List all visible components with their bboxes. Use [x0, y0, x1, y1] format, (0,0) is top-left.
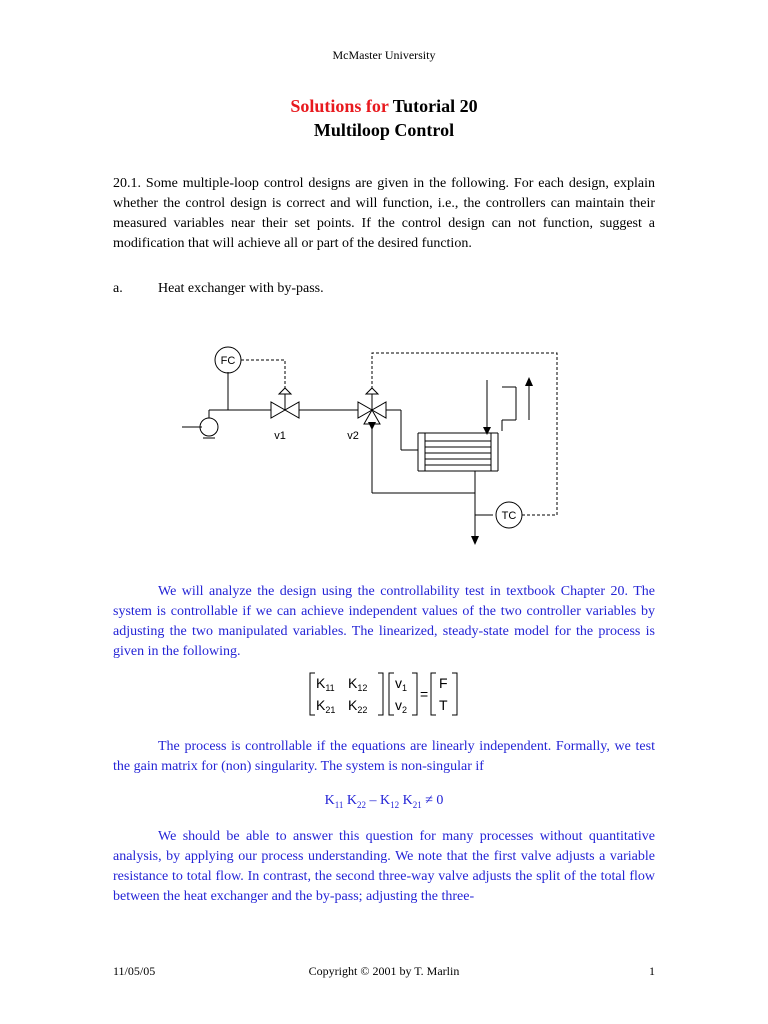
k11: K: [316, 675, 326, 691]
v1-sub: 1: [402, 683, 408, 693]
v1-label: v1: [274, 430, 286, 442]
svg-text:v1: [395, 675, 407, 693]
k12-sub: 12: [357, 683, 368, 693]
heat-exchanger-icon: [418, 433, 498, 471]
formula-k11: K: [324, 793, 335, 808]
k22: K: [348, 697, 358, 713]
formula-neq: ≠ 0: [421, 793, 444, 808]
intro-paragraph: [113, 174, 655, 254]
part-a-label: a.: [113, 281, 123, 296]
formula-k22-sub: 22: [356, 799, 366, 810]
v2-sub: 2: [402, 705, 408, 715]
analysis-paragraph-2: [113, 737, 655, 777]
title-main: Tutorial 20: [392, 96, 478, 116]
footer-copyright: Copyright © 2001 by T. Marlin: [308, 964, 460, 978]
formula-k21: K: [399, 793, 413, 808]
svg-text:K22: [348, 697, 367, 715]
k22-sub: 22: [357, 705, 368, 715]
analysis-paragraph-1: [113, 582, 655, 662]
valve-v2-icon: [358, 388, 386, 424]
t-var: T: [439, 697, 448, 713]
fc-label: FC: [220, 355, 236, 367]
footer-date: 11/05/05: [113, 964, 156, 978]
gain-matrix-equation: [300, 670, 470, 720]
v2-var: v: [395, 697, 402, 713]
singularity-formula: [0, 793, 768, 810]
intro-text: 20.1. Some multiple-loop control designs are given in the following. For each design, explain whether the control design is correct and will function, i.e., the controllers can maintain their measured variables near their set points. If the control design can not function, suggest a modification that will achieve all or part of the desired function.: [113, 176, 655, 251]
page-header: McMaster University: [332, 48, 436, 62]
svg-text:K21: [316, 697, 335, 715]
k12: K: [348, 675, 358, 691]
page-title: [0, 94, 768, 142]
matrix-equals: =: [420, 686, 429, 702]
formula-k22: K: [343, 793, 357, 808]
title-subtitle: Multiloop Control: [313, 120, 455, 140]
f-var: F: [439, 675, 448, 691]
title-prefix: Solutions for: [290, 96, 389, 116]
heat-exchanger-diagram: [175, 335, 575, 550]
v2-label: v2: [347, 430, 359, 442]
tc-label: TC: [501, 510, 517, 522]
k21: K: [316, 697, 326, 713]
valve-v1-icon: [271, 388, 299, 418]
formula-k21-sub: 21: [412, 799, 422, 810]
formula-k12-sub: 12: [390, 799, 400, 810]
svg-text:K12: [348, 675, 367, 693]
analysis-text-3: We should be able to answer this question for many processes without quantitative analysis, by applying our process understanding. We note that the first valve adjusts a variable resistance to total flow. In contrast, the second three-way valve adjusts the split of the total flow between the heat exchanger and the by-pass; adjusting the three-: [113, 829, 655, 904]
k21-sub: 21: [325, 705, 336, 715]
svg-text:K11: [316, 675, 335, 693]
formula-k12: – K: [365, 793, 391, 808]
analysis-text-1: We will analyze the design using the controllability test in textbook Chapter 20. The system is controllable if we can achieve independent values of the two controller variables by adjusting the two manipulated variables. The linearized, steady-state model for the process is given in the following.: [113, 584, 655, 659]
part-a-text: Heat exchanger with by-pass.: [158, 281, 324, 296]
part-a-heading: [113, 281, 324, 297]
svg-text:v2: [395, 697, 407, 715]
footer-page-number: 1: [649, 964, 655, 978]
analysis-text-2: The process is controllable if the equations are linearly independent. Formally, we test the gain matrix for (non) singularity. The system is non-singular if: [113, 739, 655, 774]
pump-icon: [200, 418, 218, 436]
title-line-1: [0, 94, 768, 118]
analysis-paragraph-3: [113, 827, 655, 907]
formula-k11-sub: 11: [334, 799, 344, 810]
v1-var: v: [395, 675, 402, 691]
k11-sub: 11: [325, 683, 335, 693]
